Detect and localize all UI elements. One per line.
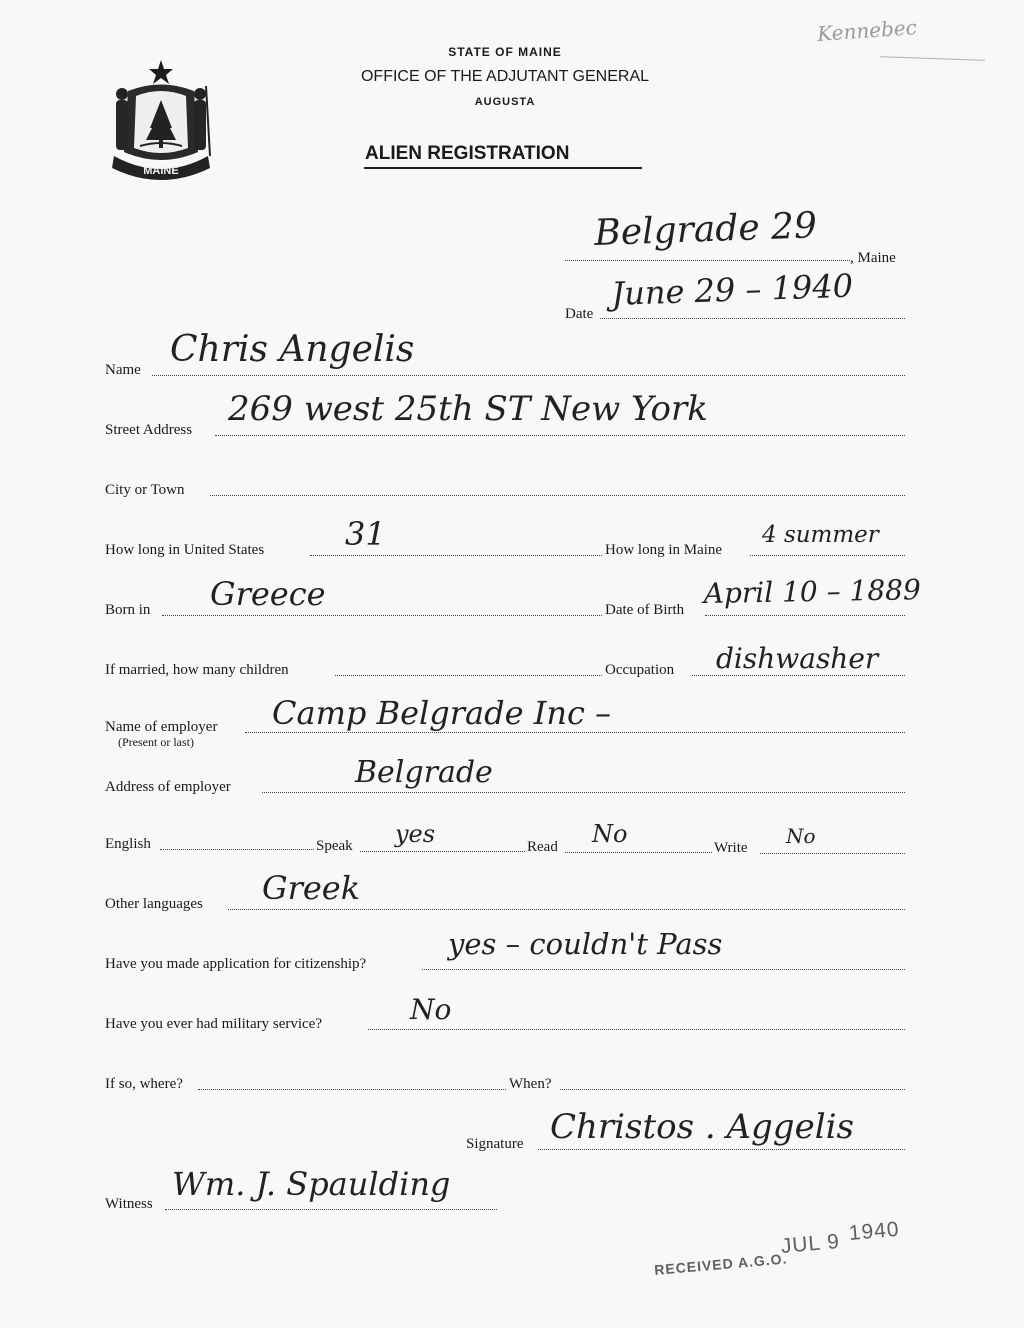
state-seal — [106, 56, 216, 186]
occupation-label: Occupation — [605, 662, 675, 678]
city-heading: AUGUSTA — [474, 96, 536, 108]
received-stamp-year: 1940 — [847, 1217, 901, 1246]
name-label: Name — [105, 362, 141, 378]
street-address-label: Street Address — [105, 422, 193, 438]
state-heading: STATE OF MAINE — [448, 45, 562, 59]
english-line — [160, 849, 314, 850]
form-title-underline — [364, 167, 642, 169]
military-value: No — [410, 993, 452, 1026]
speak-value: yes — [395, 820, 436, 848]
witness-line — [165, 1209, 497, 1210]
name-line — [152, 375, 905, 376]
children-label: If married, how many children — [105, 662, 289, 678]
form-title: ALIEN REGISTRATION — [365, 143, 570, 164]
place-line — [565, 260, 850, 261]
when-label: When? — [509, 1076, 552, 1092]
date-of-birth-value: April 10 – 1889 — [703, 573, 922, 610]
date-of-birth-label: Date of Birth — [605, 602, 685, 618]
received-stamp-label: RECEIVED A.G.O. — [653, 1250, 789, 1278]
how-long-maine-value: 4 summer — [762, 522, 879, 548]
corner-note: Kennebec — [816, 15, 918, 46]
city-label: City or Town — [105, 482, 185, 498]
write-line — [760, 853, 905, 854]
occupation-value: dishwasher — [716, 642, 879, 675]
seal-emblem-icon — [106, 56, 216, 186]
employer-name-line — [245, 732, 905, 733]
how-long-us-value: 31 — [345, 515, 386, 553]
how-long-maine-label: How long in Maine — [605, 542, 723, 558]
read-label: Read — [527, 839, 558, 855]
signature-line — [538, 1149, 905, 1150]
employer-name-label: Name of employer — [105, 719, 218, 735]
date-line — [600, 318, 905, 319]
witness-label: Witness — [105, 1196, 153, 1212]
employer-address-line — [262, 792, 905, 793]
born-in-label: Born in — [105, 602, 151, 618]
how-long-maine-line — [750, 555, 905, 556]
citizenship-value: yes – couldn't Pass — [448, 927, 723, 961]
city-line — [210, 495, 905, 496]
other-languages-value: Greek — [262, 869, 361, 907]
read-line — [565, 852, 712, 853]
where-line — [198, 1089, 506, 1090]
occupation-line — [692, 675, 905, 676]
place-suffix: , Maine — [850, 250, 896, 266]
place-value: Belgrade 29 — [593, 205, 818, 254]
english-label: English — [105, 836, 151, 852]
signature-label: Signature — [466, 1136, 524, 1152]
date-of-birth-line — [705, 615, 905, 616]
employer-address-label: Address of employer — [105, 779, 231, 795]
when-line — [560, 1089, 905, 1090]
office-heading: OFFICE OF THE ADJUTANT GENERAL — [360, 68, 650, 85]
read-value: No — [592, 820, 628, 848]
employer-address-value: Belgrade — [355, 755, 493, 790]
speak-label: Speak — [316, 838, 353, 854]
name-value: Chris Angelis — [170, 329, 415, 370]
date-label: Date — [565, 306, 594, 322]
born-in-line — [162, 615, 602, 616]
date-value: June 29 – 1940 — [610, 266, 854, 313]
where-label: If so, where? — [105, 1076, 183, 1092]
born-in-value: Greece — [210, 575, 326, 613]
employer-name-sublabel: (Present or last) — [118, 735, 194, 749]
how-long-us-label: How long in United States — [105, 542, 265, 558]
write-value: No — [786, 824, 816, 848]
how-long-us-line — [310, 555, 602, 556]
witness-value: Wm. J. Spaulding — [172, 1165, 451, 1203]
citizenship-label: Have you made application for citizenship? — [105, 956, 367, 972]
corner-note-underline — [880, 56, 985, 61]
svg-text:MAINE: MAINE — [143, 165, 179, 177]
street-address-value: 269 west 25th ST New York — [228, 389, 708, 429]
street-address-line — [215, 435, 905, 436]
children-line — [335, 675, 602, 676]
citizenship-line — [422, 969, 905, 970]
military-line — [368, 1029, 905, 1030]
employer-name-value: Camp Belgrade Inc – — [272, 694, 612, 732]
other-languages-label: Other languages — [105, 896, 203, 912]
write-label: Write — [714, 840, 748, 856]
received-stamp-date: JUL 9 — [779, 1229, 841, 1259]
other-languages-line — [228, 909, 905, 910]
signature-value: Christos . Aggelis — [550, 1107, 854, 1147]
military-label: Have you ever had military service? — [105, 1016, 322, 1032]
speak-line — [360, 851, 525, 852]
